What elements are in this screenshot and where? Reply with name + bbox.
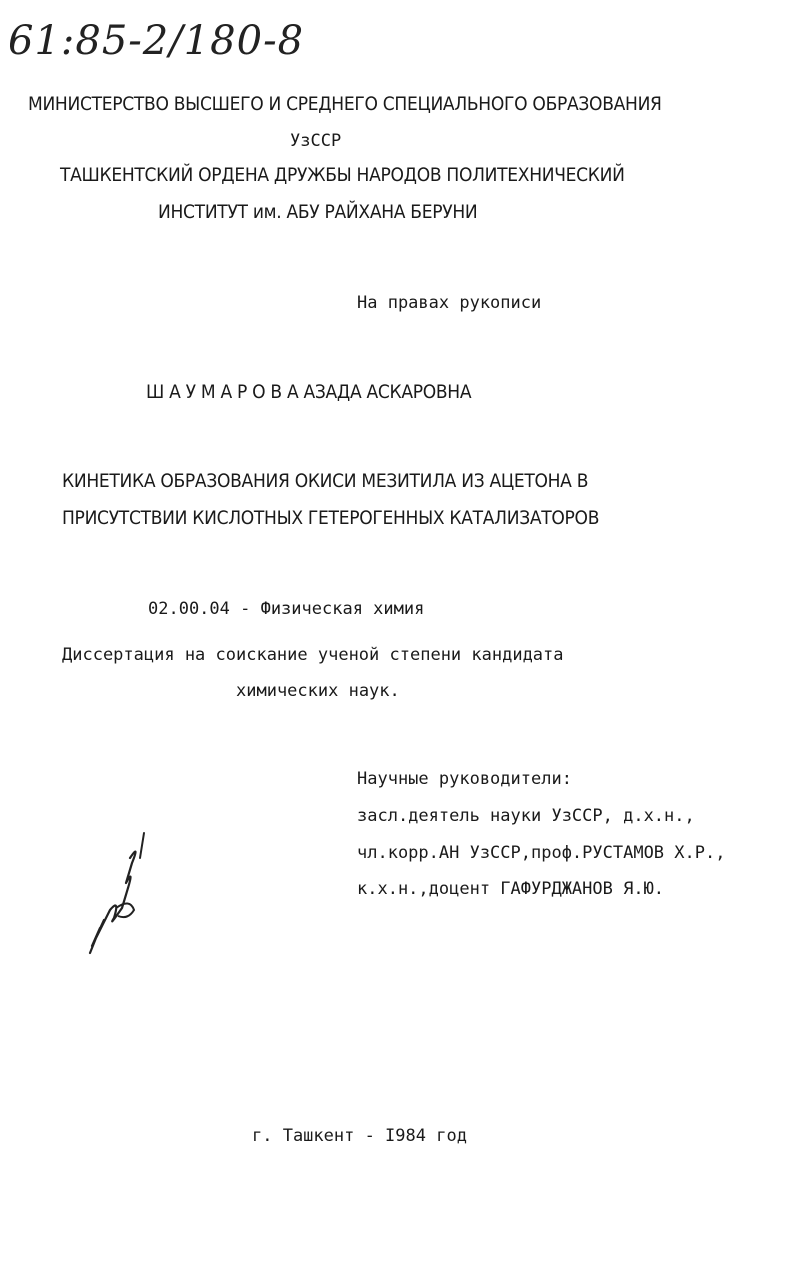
institute-line-2: ИНСТИТУТ им. АБУ РАЙХАНА БЕРУНИ	[158, 201, 478, 223]
archive-code-handwritten: 61:85-2/180-8	[8, 18, 305, 64]
handwritten-signature	[70, 828, 160, 963]
supervisor-line-1: засл.деятель науки УзССР, д.х.н.,	[357, 806, 695, 826]
ministry-line: МИНИСТЕРСТВО ВЫСШЕГО И СРЕДНЕГО СПЕЦИАЛЬНОГО ОБРАЗОВАНИЯ	[28, 93, 662, 115]
institute-line-1: ТАШКЕНТСКИЙ ОРДЕНА ДРУЖБЫ НАРОДОВ ПОЛИТЕХНИЧЕСКИЙ	[60, 164, 625, 186]
supervisor-line-2: чл.корр.АН УзССР,проф.РУСТАМОВ Х.Р.,	[357, 843, 726, 863]
place-year: г. Ташкент - I984 год	[252, 1126, 467, 1146]
thesis-title-line-2: ПРИСУТСТВИИ КИСЛОТНЫХ ГЕТЕРОГЕННЫХ КАТАЛИЗАТОРОВ	[62, 507, 600, 529]
author-name: Ш А У М А Р О В А АЗАДА АСКАРОВНА	[146, 381, 472, 403]
republic-line: УзССР	[290, 131, 342, 151]
degree-line-2: химических наук.	[236, 681, 400, 701]
manuscript-note: На правах рукописи	[357, 293, 542, 313]
thesis-title-line-1: КИНЕТИКА ОБРАЗОВАНИЯ ОКИСИ МЕЗИТИЛА ИЗ АЦЕТОНА В	[62, 470, 589, 492]
specialty-code: 02.00.04 - Физическая химия	[148, 599, 425, 619]
supervisor-line-3: к.х.н.,доцент ГАФУРДЖАНОВ Я.Ю.	[357, 879, 665, 899]
degree-line-1: Диссертация на соискание ученой степени кандидата	[62, 645, 564, 665]
supervisors-heading: Научные руководители:	[357, 769, 572, 789]
